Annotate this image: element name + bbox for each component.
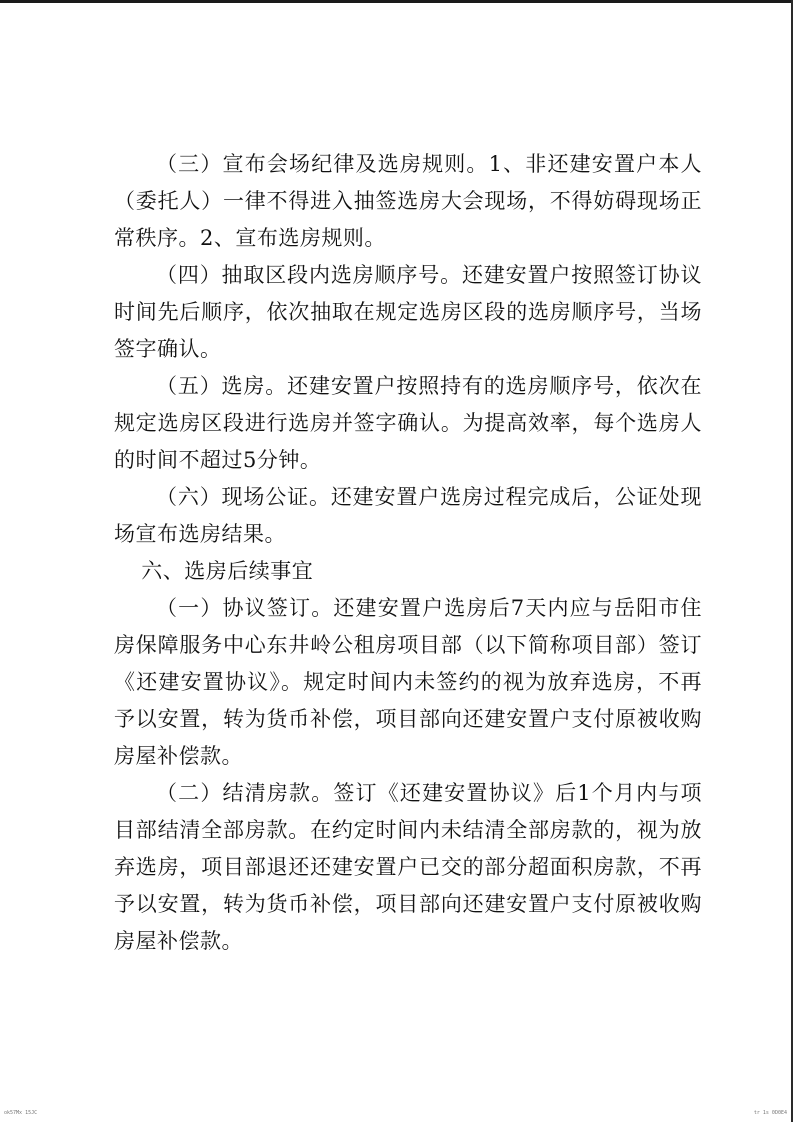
- paragraph-payment: （二）结清房款。签订《还建安置协议》后1个月内与项目部结清全部房款。在约定时间内未结清全部房款的，视为放弃选房，项目部退还还建安置户已交的部分超面积房款，不再予以安置，转为货币补偿，项目部向还建安置户支付原被收购房屋补偿款。: [114, 781, 702, 953]
- paragraph-5: （五）选房。还建安置户按照持有的选房顺序号，依次在规定选房区段进行选房并签字确认。为提高效率，每个选房人的时间不超过5分钟。: [114, 374, 702, 472]
- top-border-line: [0, 0, 793, 3]
- document-body: [114, 146, 702, 960]
- footer-scan-mark-left: ok57Mx 15JC: [4, 1110, 38, 1116]
- paragraph-3: （三）宣布会场纪律及选房规则。1、非还建安置户本人（委托人）一律不得进入抽签选房大会现场，不得妨碍现场正常秩序。2、宣布选房规则。: [114, 152, 702, 250]
- section-heading: 六、选房后续事宜: [141, 559, 314, 583]
- paragraph-4: （四）抽取区段内选房顺序号。还建安置户按照签订协议时间先后顺序，依次抽取在规定选房区段的选房顺序号，当场签字确认。: [114, 263, 702, 361]
- paragraph-6: （六）现场公证。还建安置户选房过程完成后，公证处现场宣布选房结果。: [114, 485, 702, 546]
- paragraph-agreement: （一）协议签订。还建安置户选房后7天内应与岳阳市住房保障服务中心东井岭公租房项目部（以下简称项目部）签订《还建安置协议》。规定时间内未签约的视为放弃选房，不再予以安置，转为货币补偿，项目部向还建安置户支付原被收购房屋补偿款。: [114, 596, 702, 768]
- footer-scan-mark-right: tr 1s 0D0E4: [753, 1110, 787, 1116]
